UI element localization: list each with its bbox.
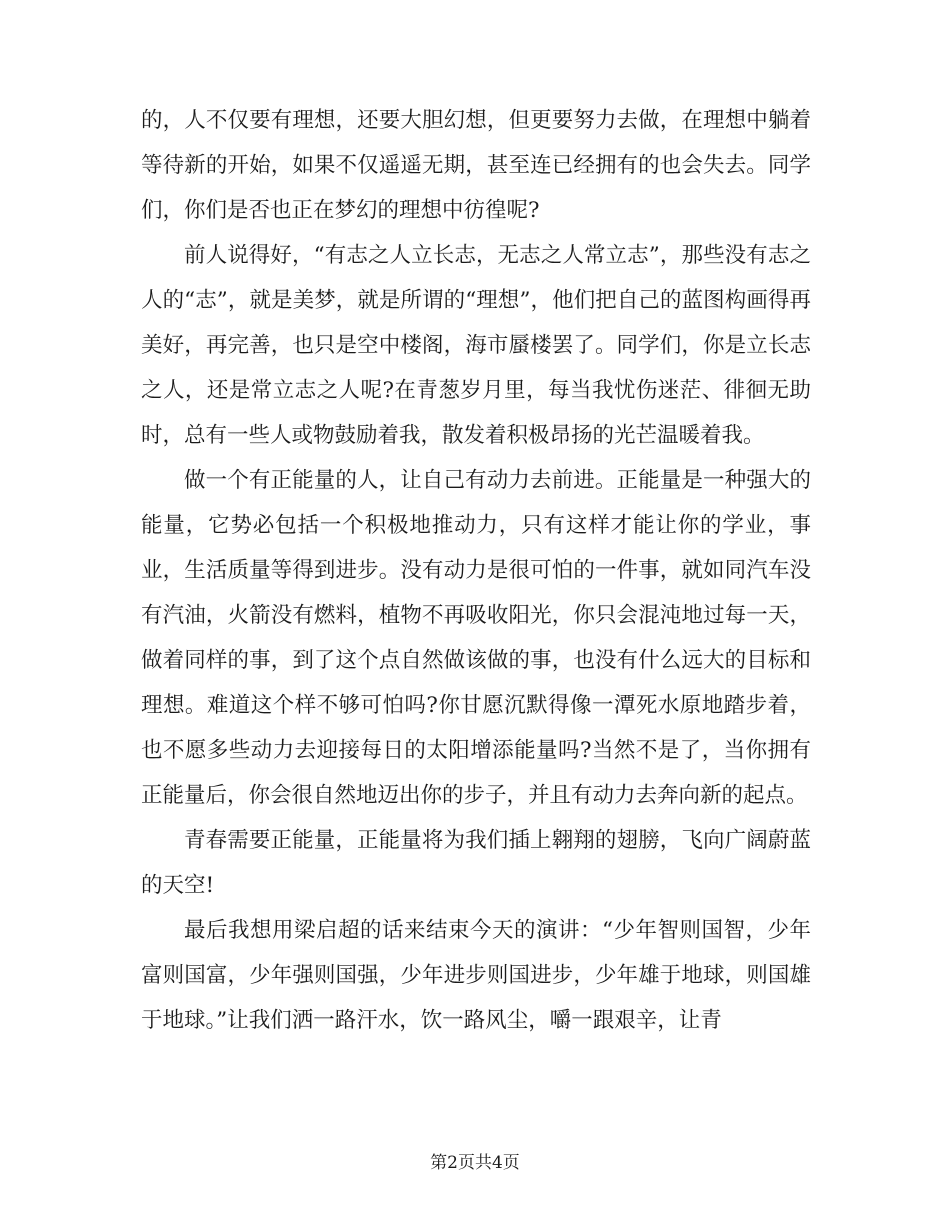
paragraph-3: 做一个有正能量的人，让自己有动力去前进。正能量是一种强大的能量，它势必包括一个积极地推动力，只有这样才能让你的学业，事业，生活质量等得到进步。没有动力是很可怕的一件事，就如同汽车没有汽油，火箭没有燃料，植物不再吸收阳光，你只会混沌地过每一天，做着同样的事，到了这个点自然做该做的事，也没有什么远大的目标和理想。难道这个样不够可怕吗?你甘愿沉默得像一潭死水原地踏步着，也不愿多些动力去迎接每日的太阳增添能量吗?当然不是了，当你拥有正能量后，你会很自然地迈出你的步子，并且有动力去奔向新的起点。 [141, 468, 811, 808]
paragraph-2: 前人说得好，“有志之人立长志，无志之人常立志”，那些没有志之人的“志”，就是美梦，就是所谓的“理想”，他们把自己的蓝图构画得再美好，再完善，也只是空中楼阁，海市蜃楼罢了。同学们，你是立长志之人，还是常立志之人呢?在青葱岁月里，每当我忧伤迷茫、徘徊无助时，总有一些人或物鼓励着我，散发着积极昂扬的光芒温暖着我。 [141, 243, 811, 448]
paragraph-1: 的，人不仅要有理想，还要大胆幻想，但更要努力去做，在理想中躺着等待新的开始，如果不仅遥遥无期，甚至连已经拥有的也会失去。同学们，你们是否也正在梦幻的理想中彷徨呢? [141, 108, 811, 223]
page-number-footer: 第2页共4页 [430, 1153, 520, 1173]
paragraph-4: 青春需要正能量，正能量将为我们插上翱翔的翅膀，飞向广阔蔚蓝的天空! [141, 828, 811, 898]
document-body [141, 98, 811, 1043]
paragraph-5: 最后我想用梁启超的话来结束今天的演讲：“少年智则国智，少年富则国富，少年强则国强，少年进步则国进步，少年雄于地球，则国雄于地球。”让我们洒一路汗水，饮一路风尘，嚼一跟艰辛，让青 [141, 918, 811, 1033]
